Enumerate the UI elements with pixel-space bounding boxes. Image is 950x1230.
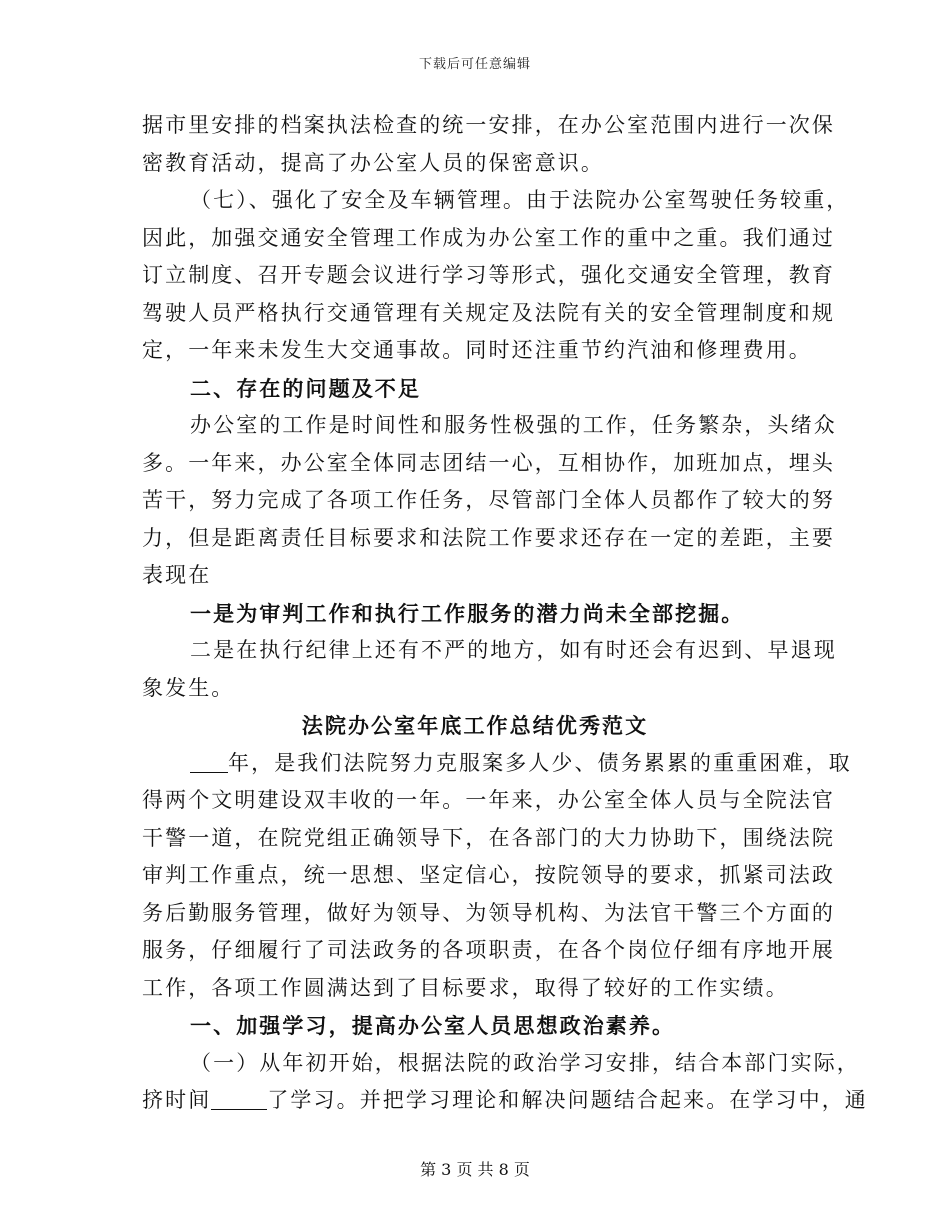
- paragraph-line: 密教育活动，提高了办公室人员的保密意识。: [142, 150, 604, 175]
- document-body: [142, 107, 868, 1120]
- paragraph-line: 据市里安排的档案执法检查的统一安排，在办公室范围内进行一次保: [142, 113, 835, 137]
- paragraph-line: 得两个文明建设双丰收的一年。一年来，办公室全体人员与全院法官: [142, 788, 835, 812]
- document-title: 法院办公室年底工作总结优秀范文: [301, 713, 649, 738]
- paragraph-line: 审判工作重点，统一思想、坚定信心，按院领导的要求，抓紧司法政: [142, 863, 835, 887]
- paragraph-line: 办公室的工作是时间性和服务性极强的工作，任务繁杂，头绪众: [190, 413, 837, 437]
- blank-underline: [190, 750, 228, 773]
- paragraph-line: 干警一道，在院党组正确领导下，在各部门的大力协助下，围绕法院: [142, 825, 835, 850]
- page-footer: 第 3 页 共 8 页: [420, 1160, 530, 1179]
- paragraph-line: 多。一年来，办公室全体同志团结一心，互相协作，加班加点，埋头: [142, 450, 835, 475]
- paragraph-line: 二是在执行纪律上还有不严的地方，如有时还会有迟到、早退现: [190, 638, 837, 662]
- line-text: 年，是我们法院努力克服案多人少、债务累累的重重困难，取: [228, 750, 852, 775]
- paragraph-line: （七）、强化了安全及车辆管理。由于法院办公室驾驶任务较重，: [190, 188, 850, 212]
- paragraph-line: （一）从年初开始，根据法院的政治学习安排，结合本部门实际，: [190, 1050, 860, 1075]
- paragraph-line: 表现在: [142, 563, 212, 587]
- paragraph-line: 工作，各项工作圆满达到了目标要求，取得了较好的工作实绩。: [142, 975, 789, 1000]
- paragraph-line: 力，但是距离责任目标要求和法院工作要求还存在一定的差距，主要: [142, 525, 835, 550]
- blank-underline: [211, 1087, 267, 1110]
- paragraph-line: 驾驶人员严格执行交通管理有关规定及法院有关的安全管理制度和规: [142, 300, 835, 325]
- paragraph-line: 因此，加强交通安全管理工作成为办公室工作的重中之重。我们通过: [142, 225, 835, 250]
- paragraph-line: 订立制度、召开专题会议进行学习等形式，强化交通安全管理，教育: [142, 263, 835, 287]
- line-text: 了学习。并把学习理论和解决问题结合起来。在学习中，通: [267, 1088, 868, 1112]
- section-heading: 二、存在的问题及不足: [190, 375, 421, 401]
- bold-point: 一是为审判工作和执行工作服务的潜力尚未全部挖掘。: [190, 600, 745, 626]
- paragraph-line: 服务，仔细履行了司法政务的各项职责，在各个岗位仔细有序地开展: [142, 938, 835, 962]
- paragraph-line: 象发生。: [142, 675, 235, 700]
- paragraph-line: 务后勤服务管理，做好为领导、为领导机构、为法官干警三个方面的: [142, 900, 835, 925]
- line-text: 挤时间: [142, 1088, 212, 1112]
- page-header: 下载后可任意编辑: [418, 57, 531, 72]
- paragraph-line: [142, 1082, 868, 1120]
- paragraph-line: [142, 745, 852, 783]
- paragraph-line: 苦干，努力完成了各项工作任务，尽管部门全体人员都作了较大的努: [142, 488, 835, 512]
- paragraph-line: 定，一年来未发生大交通事故。同时还注重节约汽油和修理费用。: [142, 338, 812, 362]
- section-heading: 一、加强学习，提高办公室人员思想政治素养。: [190, 1013, 676, 1038]
